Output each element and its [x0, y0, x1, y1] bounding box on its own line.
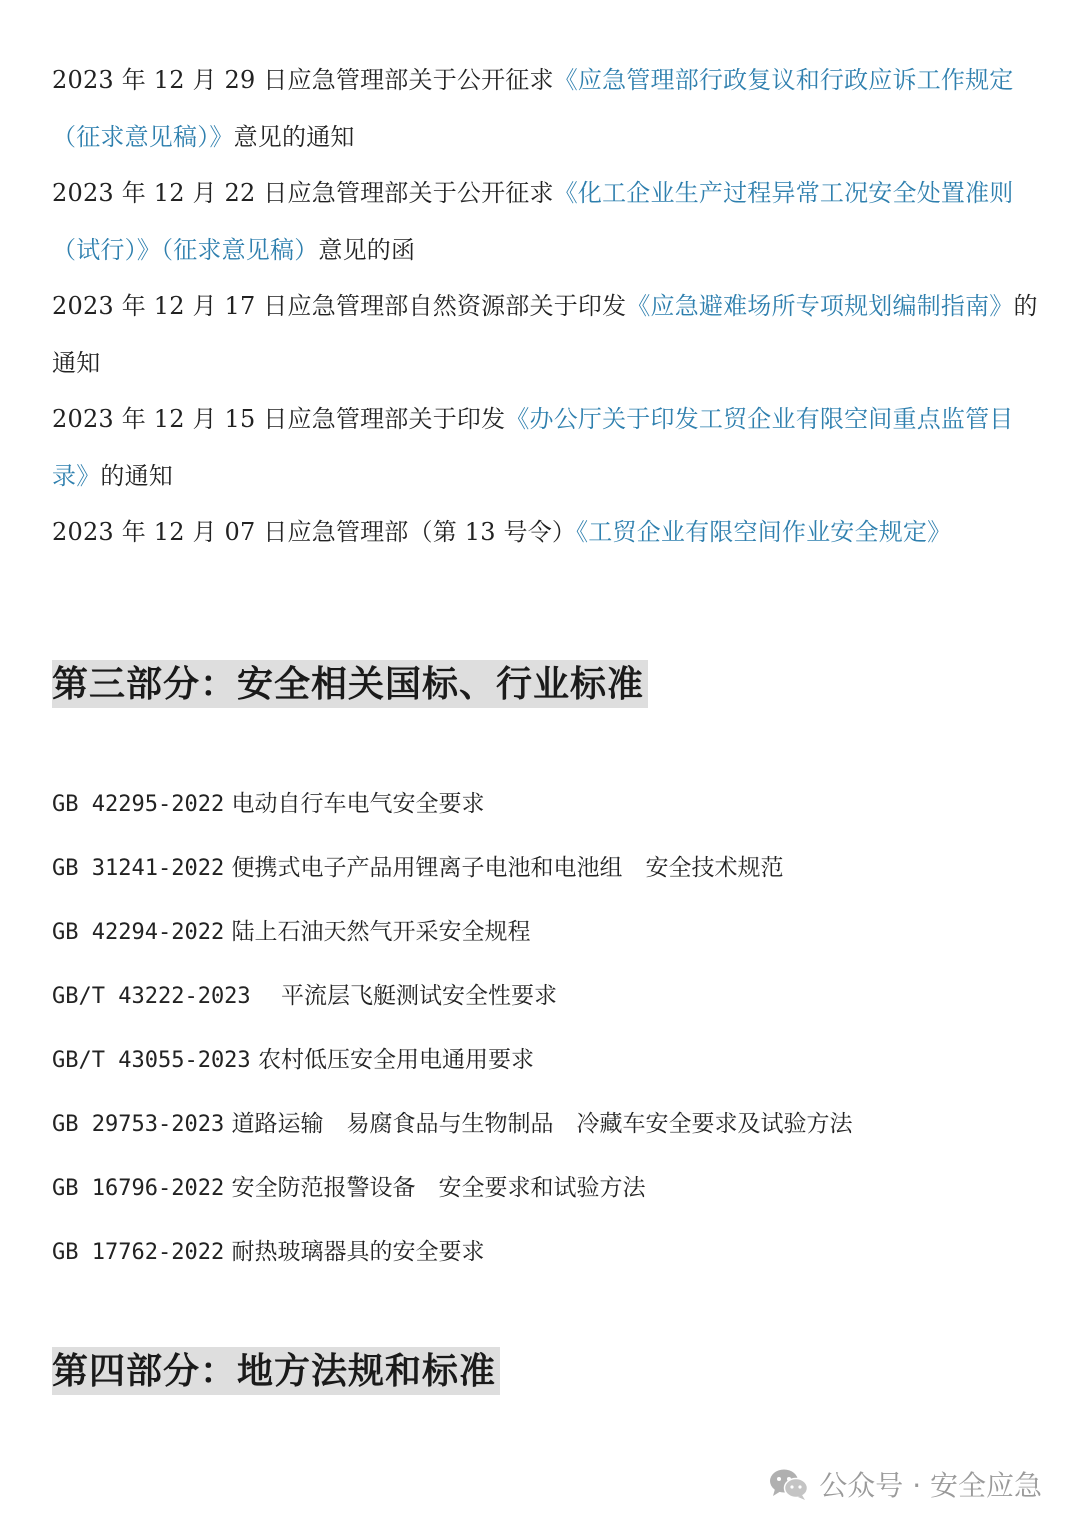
watermark-text: 公众号 · 安全应急 [819, 1469, 1042, 1502]
notice-prefix: 2023 年 12 月 29 日应急管理部关于公开征求 [52, 66, 554, 94]
standard-name: 安全防范报警设备 安全要求和试验方法 [231, 1175, 646, 1201]
standard-code: GB/T 43055-2023 [52, 1048, 251, 1073]
standard-name: 便携式电子产品用锂离子电池和电池组 安全技术规范 [231, 855, 784, 881]
notice-item [52, 165, 1042, 279]
notice-prefix: 2023 年 12 月 15 日应急管理部关于印发 [52, 405, 506, 433]
standard-item [52, 980, 557, 1013]
standard-code: GB 16796-2022 [52, 1176, 225, 1201]
standard-name: 陆上石油天然气开采安全规程 [231, 919, 531, 945]
notice-item [52, 52, 1042, 166]
standard-name: 农村低压安全用电通用要求 [258, 1047, 534, 1073]
notice-item [52, 504, 1042, 561]
notice-suffix: 的通知 [52, 292, 1038, 377]
wechat-icon [769, 1467, 809, 1501]
notice-item [52, 391, 1042, 505]
standard-item [52, 916, 531, 949]
standard-code: GB 42295-2022 [52, 792, 225, 817]
notice-suffix: 的通知 [100, 462, 174, 490]
notice-link[interactable]: 《工贸企业有限空间作业安全规定》 [576, 518, 952, 546]
notice-prefix: 2023 年 12 月 17 日应急管理部自然资源部关于印发 [52, 292, 627, 320]
notice-link[interactable]: 《办公厅关于印发工贸企业有限空间重点监管目录》 [52, 405, 1014, 490]
section-heading: 第四部分：地方法规和标准 [52, 1347, 500, 1395]
standard-item [52, 788, 485, 821]
notice-prefix: 2023 年 12 月 07 日应急管理部（第 13 号令） [52, 518, 577, 546]
notice-link[interactable]: 《化工企业生产过程异常工况安全处置准则（试行）》（征求意见稿） [52, 179, 1014, 264]
standard-item [52, 1044, 534, 1077]
notice-prefix: 2023 年 12 月 22 日应急管理部关于公开征求 [52, 179, 554, 207]
standard-code: GB 29753-2023 [52, 1112, 225, 1137]
notice-item [52, 278, 1042, 392]
standard-name: 电动自行车电气安全要求 [231, 791, 485, 817]
standard-item [52, 1172, 646, 1205]
watermark [769, 1462, 1042, 1506]
standard-code: GB 31241-2022 [52, 856, 225, 881]
standard-item [52, 1236, 485, 1269]
standard-name: 道路运输 易腐食品与生物制品 冷藏车安全要求及试验方法 [231, 1111, 853, 1137]
standard-code: GB 42294-2022 [52, 920, 225, 945]
standard-code: GB 17762-2022 [52, 1240, 225, 1265]
standard-item [52, 1108, 853, 1141]
standard-item [52, 852, 784, 885]
notice-link[interactable]: 《应急管理部行政复议和行政应诉工作规定（征求意见稿）》 [52, 66, 1014, 151]
standard-code: GB/T 43222-2023 [52, 984, 251, 1009]
section-heading: 第三部分：安全相关国标、行业标准 [52, 660, 648, 708]
notice-suffix: 意见的函 [318, 236, 416, 264]
standard-name: 耐热玻璃器具的安全要求 [231, 1239, 485, 1265]
notice-link[interactable]: 《应急避难场所专项规划编制指南》 [626, 292, 1014, 320]
standard-name: 平流层飞艇测试安全性要求 [258, 983, 557, 1009]
notice-suffix: 意见的通知 [233, 123, 355, 151]
